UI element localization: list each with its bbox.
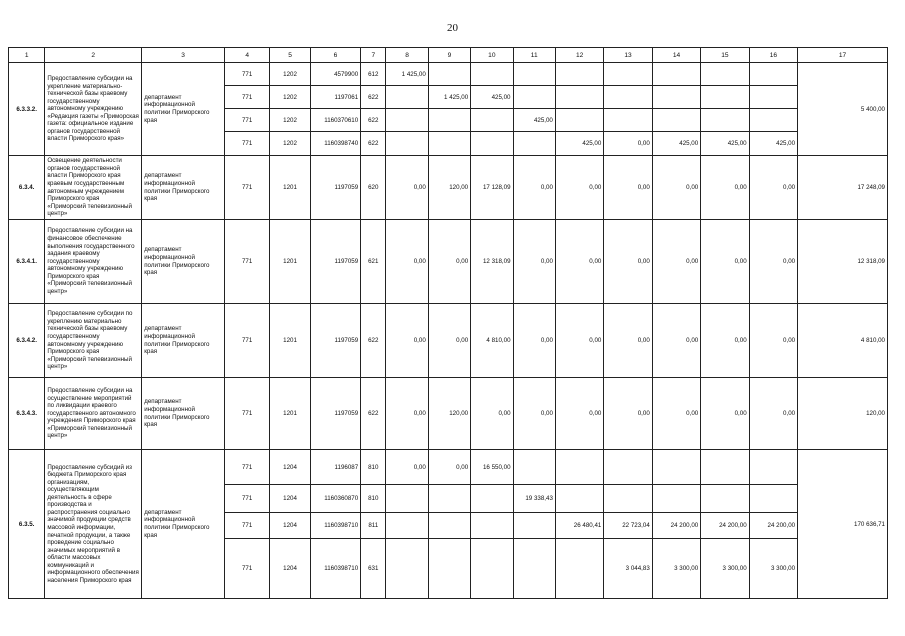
cell-c5: 1204 (270, 539, 310, 599)
header-cell: 14 (652, 48, 700, 63)
row-name: Предоставление субсидии по укреплению материально технической базы краевому государственному автономному учреждению Приморского края «Приморский телевизионный центр» (45, 304, 142, 378)
row-department: департамент информационной политики Приморского края (142, 378, 225, 450)
cell-c5: 1201 (270, 304, 310, 378)
cell-c14 (652, 450, 700, 485)
cell-c13 (604, 485, 652, 513)
cell-c15: 0,00 (701, 156, 749, 220)
cell-c4: 771 (224, 304, 269, 378)
cell-c12 (555, 450, 603, 485)
cell-c4: 771 (224, 539, 269, 599)
cell-c7: 621 (361, 220, 386, 304)
cell-c8 (386, 86, 428, 109)
cell-c13 (604, 86, 652, 109)
cell-c10: 12 318,09 (471, 220, 513, 304)
row-code: 6.3.4.1. (9, 220, 45, 304)
cell-c16 (749, 63, 797, 86)
table-row (9, 450, 888, 485)
row-department: департамент информационной политики Приморского края (142, 63, 225, 156)
cell-c6: 1197059 (310, 156, 360, 220)
header-cell: 4 (224, 48, 269, 63)
cell-c16 (749, 109, 797, 132)
cell-c16: 24 200,00 (749, 513, 797, 539)
cell-c11 (513, 539, 555, 599)
header-cell: 9 (428, 48, 470, 63)
header-cell: 15 (701, 48, 749, 63)
cell-c8: 0,00 (386, 304, 428, 378)
cell-c10 (471, 485, 513, 513)
row-name: Предоставление субсидии на финансовое обеспечение выполнения государственного задания краевому государственному автономному учреждению Приморского края «Приморский телевизионный центр» (45, 220, 142, 304)
row-code: 6.3.5. (9, 450, 45, 599)
cell-c9 (428, 485, 470, 513)
row-department: департамент информационной политики Приморского края (142, 304, 225, 378)
row-code: 6.3.4.3. (9, 378, 45, 450)
cell-c13 (604, 63, 652, 86)
cell-c14: 0,00 (652, 378, 700, 450)
cell-c8: 0,00 (386, 450, 428, 485)
cell-c16 (749, 450, 797, 485)
cell-c13 (604, 450, 652, 485)
cell-c7: 622 (361, 86, 386, 109)
cell-c16: 0,00 (749, 220, 797, 304)
header-cell: 5 (270, 48, 310, 63)
cell-c14 (652, 485, 700, 513)
cell-c15 (701, 109, 749, 132)
cell-c6: 1197061 (310, 86, 360, 109)
cell-c4: 771 (224, 86, 269, 109)
cell-c11: 0,00 (513, 156, 555, 220)
cell-c14: 0,00 (652, 304, 700, 378)
cell-c6: 1160398740 (310, 132, 360, 156)
cell-c5: 1202 (270, 63, 310, 86)
cell-c15: 0,00 (701, 378, 749, 450)
cell-c5: 1201 (270, 220, 310, 304)
cell-c16: 3 300,00 (749, 539, 797, 599)
cell-c10: 0,00 (471, 378, 513, 450)
header-cell: 3 (142, 48, 225, 63)
cell-c15 (701, 63, 749, 86)
budget-table (8, 47, 888, 599)
row-code: 6.3.4. (9, 156, 45, 220)
cell-c8: 0,00 (386, 378, 428, 450)
cell-c12 (555, 86, 603, 109)
cell-c9 (428, 63, 470, 86)
page-number: 20 (447, 22, 458, 34)
cell-c16: 425,00 (749, 132, 797, 156)
cell-c12 (555, 539, 603, 599)
cell-c5: 1202 (270, 132, 310, 156)
cell-c10: 425,00 (471, 86, 513, 109)
cell-c4: 771 (224, 156, 269, 220)
cell-c12 (555, 485, 603, 513)
cell-c14: 0,00 (652, 220, 700, 304)
cell-c16: 0,00 (749, 156, 797, 220)
cell-c7: 622 (361, 109, 386, 132)
cell-c4: 771 (224, 109, 269, 132)
cell-c9 (428, 132, 470, 156)
row-code: 6.3.3.2. (9, 63, 45, 156)
table-row (9, 220, 888, 304)
cell-c9: 0,00 (428, 450, 470, 485)
cell-c6: 4579900 (310, 63, 360, 86)
header-cell: 2 (45, 48, 142, 63)
cell-c10 (471, 63, 513, 86)
cell-c8 (386, 485, 428, 513)
cell-c5: 1204 (270, 450, 310, 485)
cell-total: 17 248,09 (798, 156, 888, 220)
cell-c12: 0,00 (555, 220, 603, 304)
cell-c7: 810 (361, 450, 386, 485)
cell-c5: 1204 (270, 485, 310, 513)
header-cell: 6 (310, 48, 360, 63)
cell-c12: 0,00 (555, 304, 603, 378)
cell-c11 (513, 450, 555, 485)
cell-c15: 425,00 (701, 132, 749, 156)
cell-c9 (428, 109, 470, 132)
cell-c7: 622 (361, 304, 386, 378)
cell-c5: 1202 (270, 86, 310, 109)
cell-c4: 771 (224, 485, 269, 513)
cell-c8: 0,00 (386, 156, 428, 220)
cell-c13: 0,00 (604, 132, 652, 156)
cell-c13: 0,00 (604, 156, 652, 220)
cell-c9: 1 425,00 (428, 86, 470, 109)
cell-c7: 622 (361, 378, 386, 450)
cell-c12: 26 480,41 (555, 513, 603, 539)
row-name: Освещение деятельности органов государственной власти Приморского края краевым государственным автономным учреждением Приморского края «Приморский телевизионный центр» (45, 156, 142, 220)
cell-c5: 1204 (270, 513, 310, 539)
cell-c6: 1196087 (310, 450, 360, 485)
cell-c16: 0,00 (749, 378, 797, 450)
cell-c5: 1201 (270, 156, 310, 220)
cell-c4: 771 (224, 132, 269, 156)
cell-c10 (471, 109, 513, 132)
cell-c15 (701, 450, 749, 485)
header-cell: 12 (555, 48, 603, 63)
cell-c10: 16 550,00 (471, 450, 513, 485)
cell-c13: 22 723,04 (604, 513, 652, 539)
cell-c10 (471, 539, 513, 599)
table-row (9, 304, 888, 378)
cell-c10: 17 128,09 (471, 156, 513, 220)
cell-c11: 19 338,43 (513, 485, 555, 513)
cell-c7: 810 (361, 485, 386, 513)
cell-c14: 24 200,00 (652, 513, 700, 539)
header-cell: 11 (513, 48, 555, 63)
cell-c8 (386, 539, 428, 599)
cell-c9: 0,00 (428, 304, 470, 378)
cell-c12 (555, 109, 603, 132)
cell-c9 (428, 513, 470, 539)
cell-c14: 425,00 (652, 132, 700, 156)
row-department: департамент информационной политики Приморского края (142, 220, 225, 304)
cell-c12 (555, 63, 603, 86)
cell-c4: 771 (224, 63, 269, 86)
cell-total: 5 400,00 (798, 63, 888, 156)
cell-total: 12 318,09 (798, 220, 888, 304)
cell-c10: 4 810,00 (471, 304, 513, 378)
cell-c8: 0,00 (386, 220, 428, 304)
cell-c9 (428, 539, 470, 599)
cell-c4: 771 (224, 378, 269, 450)
cell-total: 120,00 (798, 378, 888, 450)
header-cell: 13 (604, 48, 652, 63)
cell-c6: 1197059 (310, 378, 360, 450)
cell-c13: 0,00 (604, 304, 652, 378)
header-cell: 1 (9, 48, 45, 63)
header-row (9, 48, 888, 63)
cell-c11 (513, 513, 555, 539)
table-row (9, 378, 888, 450)
cell-total: 170 636,71 (798, 450, 888, 599)
cell-c13: 0,00 (604, 378, 652, 450)
row-department: департамент информационной политики Приморского края (142, 450, 225, 599)
cell-c8: 1 425,00 (386, 63, 428, 86)
cell-c7: 631 (361, 539, 386, 599)
cell-c12: 0,00 (555, 378, 603, 450)
cell-c14 (652, 86, 700, 109)
cell-c11: 0,00 (513, 220, 555, 304)
cell-c13: 3 044,83 (604, 539, 652, 599)
cell-c11: 425,00 (513, 109, 555, 132)
cell-c5: 1202 (270, 109, 310, 132)
cell-c4: 771 (224, 220, 269, 304)
cell-c11 (513, 63, 555, 86)
cell-c11 (513, 86, 555, 109)
cell-c15: 0,00 (701, 304, 749, 378)
cell-c7: 811 (361, 513, 386, 539)
cell-c14 (652, 109, 700, 132)
cell-c14: 0,00 (652, 156, 700, 220)
cell-c4: 771 (224, 450, 269, 485)
cell-c11: 0,00 (513, 304, 555, 378)
cell-c6: 1197059 (310, 220, 360, 304)
cell-total: 4 810,00 (798, 304, 888, 378)
cell-c15 (701, 485, 749, 513)
table-row (9, 63, 888, 86)
cell-c16: 0,00 (749, 304, 797, 378)
cell-c15 (701, 86, 749, 109)
cell-c10 (471, 513, 513, 539)
header-cell: 16 (749, 48, 797, 63)
cell-c8 (386, 109, 428, 132)
cell-c6: 1160398710 (310, 513, 360, 539)
cell-c14 (652, 63, 700, 86)
row-name: Предоставление субсидии на осуществление мероприятий по ликвидации краевого государственного автономного учреждения Приморского края «Приморский телевизионный центр» (45, 378, 142, 450)
cell-c7: 620 (361, 156, 386, 220)
cell-c9: 120,00 (428, 156, 470, 220)
cell-c11: 0,00 (513, 378, 555, 450)
cell-c10 (471, 132, 513, 156)
cell-c4: 771 (224, 513, 269, 539)
cell-c7: 612 (361, 63, 386, 86)
cell-c6: 1160370610 (310, 109, 360, 132)
header-cell: 8 (386, 48, 428, 63)
cell-c6: 1197059 (310, 304, 360, 378)
header-cell: 7 (361, 48, 386, 63)
cell-c6: 1160398710 (310, 539, 360, 599)
cell-c12: 0,00 (555, 156, 603, 220)
cell-c16 (749, 86, 797, 109)
cell-c8 (386, 513, 428, 539)
row-department: департамент информационной политики Приморского края (142, 156, 225, 220)
cell-c15: 3 300,00 (701, 539, 749, 599)
row-name: Предоставление субсидии на укрепление материально-технической базы краевому государственному автономному учреждению «Редакция газеты «Приморская газета: официальное издание органов государственной власти Приморского края» (45, 63, 142, 156)
cell-c6: 1160360870 (310, 485, 360, 513)
cell-c12: 425,00 (555, 132, 603, 156)
cell-c5: 1201 (270, 378, 310, 450)
cell-c16 (749, 485, 797, 513)
row-code: 6.3.4.2. (9, 304, 45, 378)
cell-c11 (513, 132, 555, 156)
cell-c13 (604, 109, 652, 132)
cell-c9: 0,00 (428, 220, 470, 304)
cell-c14: 3 300,00 (652, 539, 700, 599)
cell-c8 (386, 132, 428, 156)
cell-c9: 120,00 (428, 378, 470, 450)
table-row (9, 156, 888, 220)
header-cell: 17 (798, 48, 888, 63)
cell-c7: 622 (361, 132, 386, 156)
cell-c15: 24 200,00 (701, 513, 749, 539)
cell-c15: 0,00 (701, 220, 749, 304)
cell-c13: 0,00 (604, 220, 652, 304)
row-name: Предоставление субсидий из бюджета Приморского края организациям, осуществляющим деятельность в сфере производства и распространения социально значимой продукции средств массовой информации, печатной продукции, а также проведение социально значимых мероприятий в области массовых коммуникаций и информационного обеспечения населения Приморского края (45, 450, 142, 599)
header-cell: 10 (471, 48, 513, 63)
